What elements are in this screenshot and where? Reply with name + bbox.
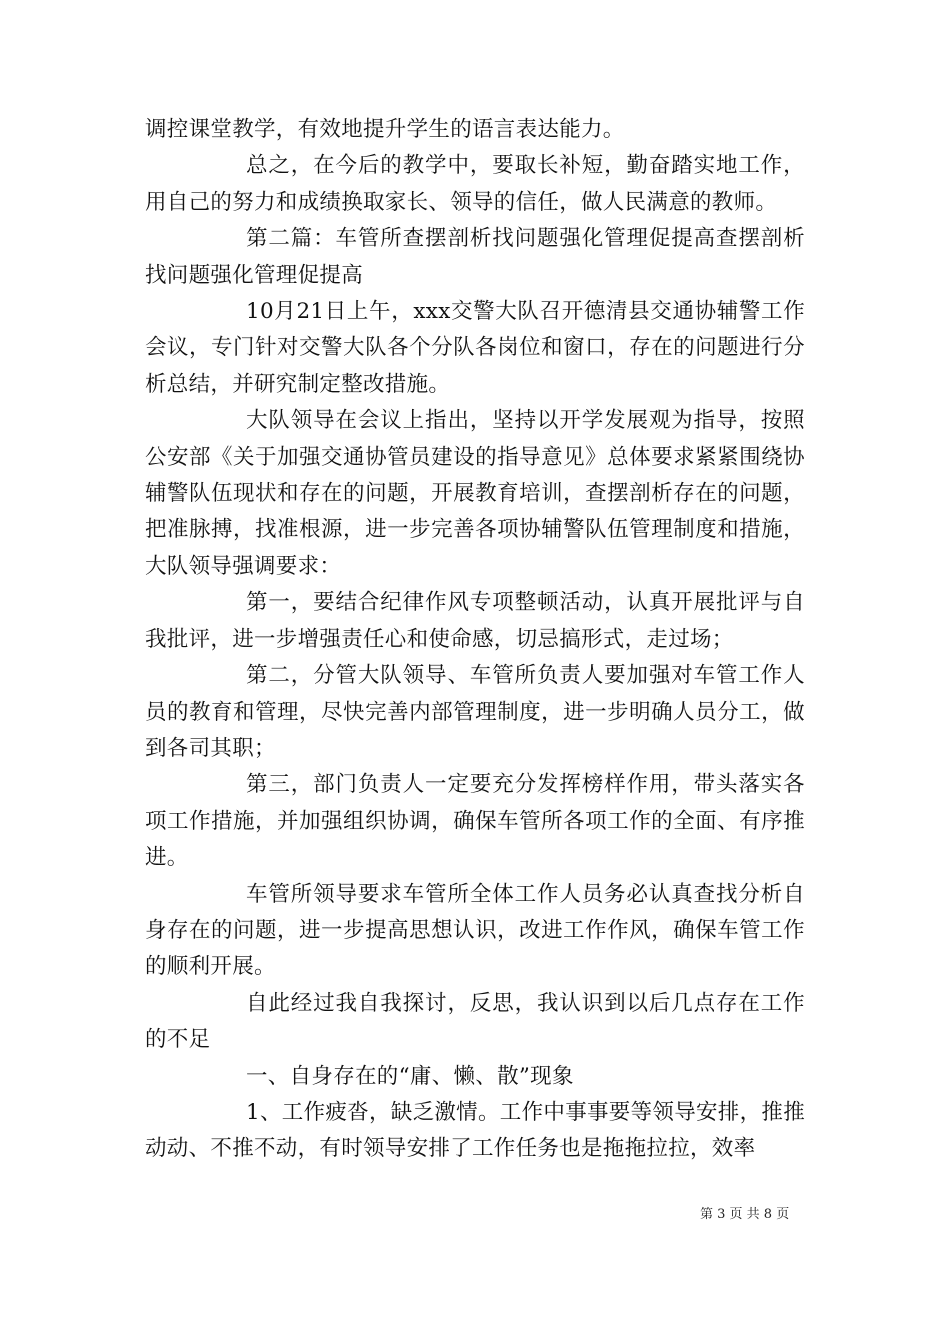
subheading-issues: 一、自身存在的“庸、懒、散”现象 xyxy=(246,1063,574,1089)
page-number: 第 3 页 共 8 页 xyxy=(700,1207,790,1222)
paragraph-conclusion: 总之，在今后的教学中，要取长补短，勤奋踏实地工作，用自己的努力和成绩换取家长、领导的信任，做人民满意的教师。 xyxy=(145,153,805,215)
paragraph-second: 第二，分管大队领导、车管所负责人要加强对车管工作人员的教育和管理，尽快完善内部管理制度，进一步明确人员分工，做到各司其职； xyxy=(145,663,805,761)
section-heading: 第二篇：车管所查摆剖析找问题强化管理促提高查摆剖析找问题强化管理促提高 xyxy=(145,226,805,288)
paragraph-leadership: 大队领导在会议上指出，坚持以开学发展观为指导，按照公安部《关于加强交通协管员建设的指导意见》总体要求紧紧围绕协辅警队伍现状和存在的问题，开展教育培训，查摆剖析存在的问题，把准脉搏，找准根源，进一步完善各项协辅警队伍管理制度和措施，大队领导强调要求： xyxy=(145,408,805,579)
paragraph-third: 第三，部门负责人一定要充分发挥榜样作用，带头落实各项工作措施，并加强组织协调，确保车管所各项工作的全面、有序推进。 xyxy=(145,772,805,871)
paragraph-meeting: 10月21日上午，xxx交警大队召开德清县交通协辅警工作会议，专门针对交警大队各个分队各岗位和窗口，存在的问题进行分析总结，并研究制定整改措施。 xyxy=(145,299,805,397)
paragraph-continuation: 调控课堂教学，有效地提升学生的语言表达能力。 xyxy=(145,117,625,142)
document-body xyxy=(145,112,805,1168)
paragraph-requirement: 车管所领导要求车管所全体工作人员务必认真查找分析自身存在的问题，进一步提高思想认识，改进工作作风，确保车管工作的顺利开展。 xyxy=(145,881,805,980)
paragraph-first: 第一，要结合纪律作风专项整顿活动，认真开展批评与自我批评，进一步增强责任心和使命感，切忌搞形式，走过场； xyxy=(145,590,805,652)
paragraph-issue-one: 1、工作疲沓，缺乏激情。工作中事事要等领导安排，推推动动、不推不动，有时领导安排了工作任务也是拖拖拉拉，效率 xyxy=(145,1099,805,1162)
paragraph-reflection: 自此经过我自我探讨，反思，我认识到以后几点存在工作的不足 xyxy=(145,990,805,1053)
